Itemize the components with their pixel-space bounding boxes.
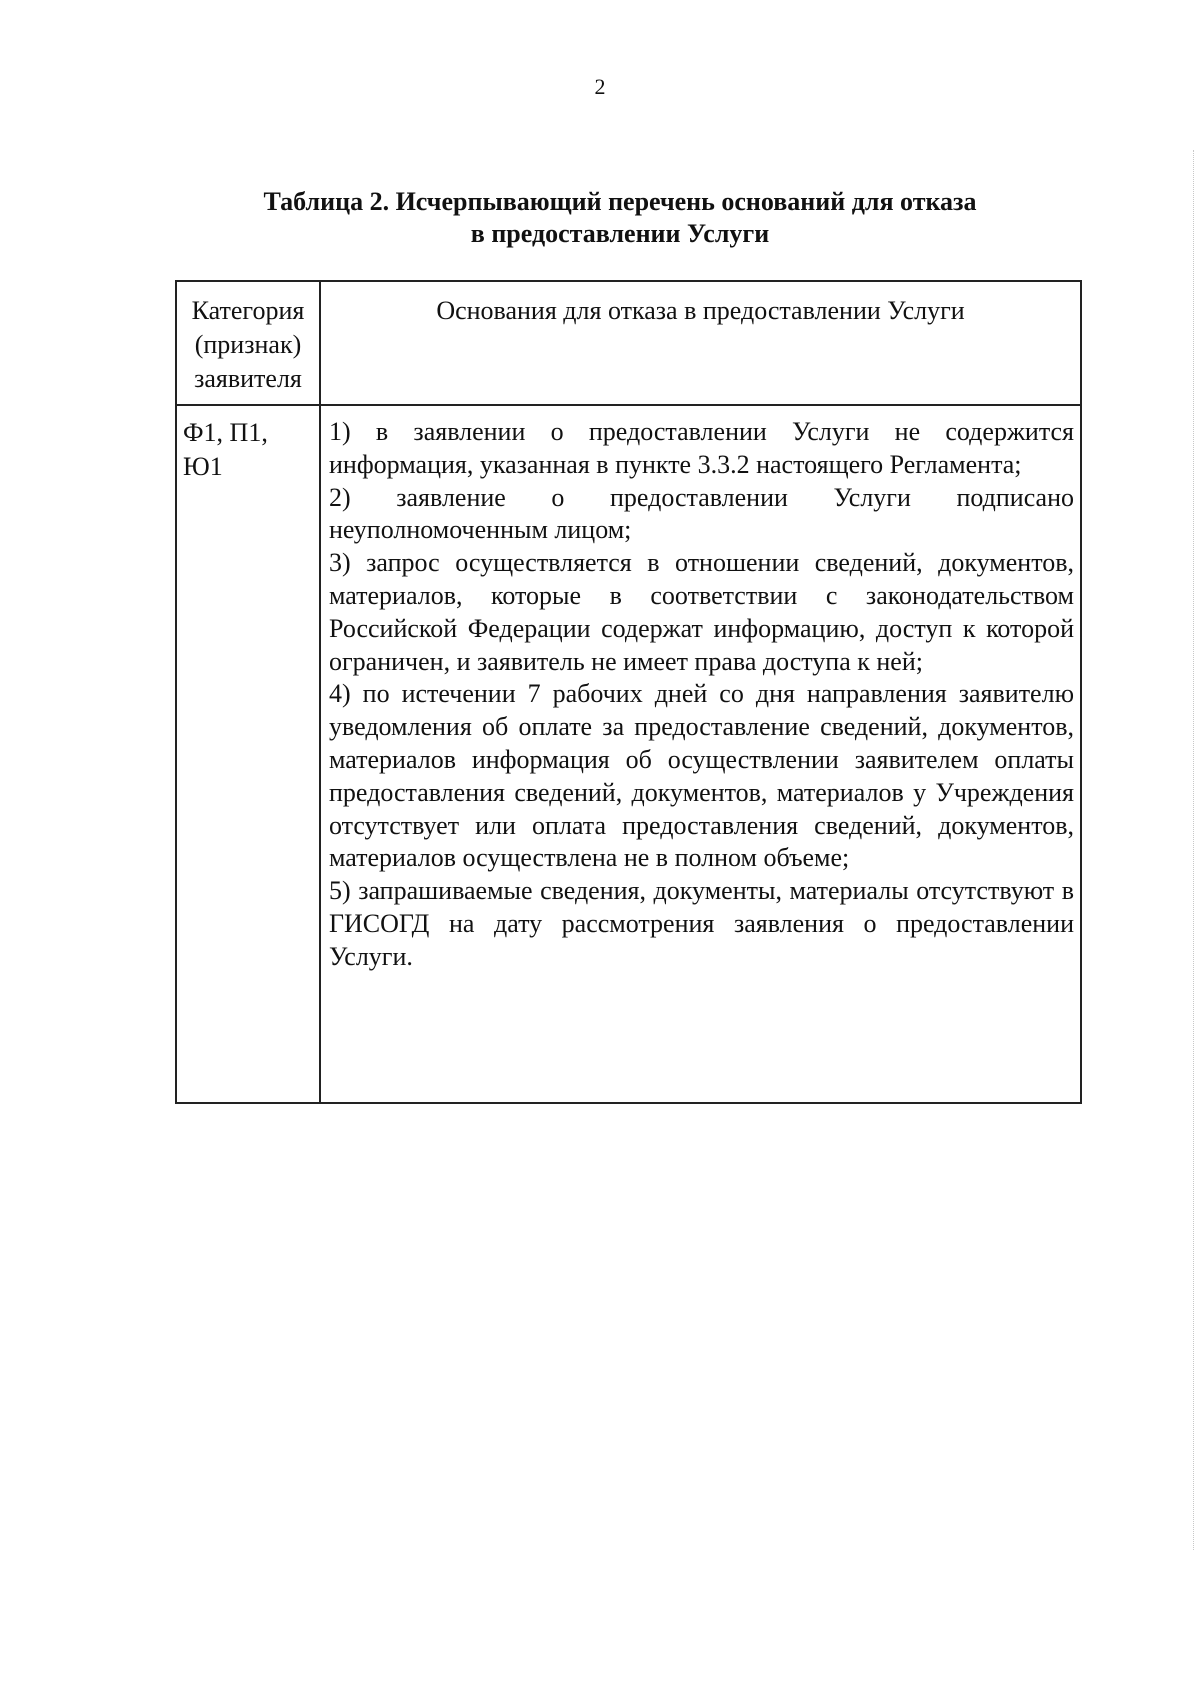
table-title [200,186,1040,250]
table-title-line-1: Таблица 2. Исчерпывающий перечень оснований для отказа [263,187,977,216]
refusal-reason-item: 3) запрос осуществляется в отношении сведений, документов, материалов, которые в соответствии с законодательством Российской Федерации содержат информацию, доступ к которой ограничен, и заявитель не имеет права доступа к ней; [329,548,1074,676]
refusal-grounds-table [175,280,1082,1104]
applicant-category-cell [176,405,320,1103]
header-category-cell [176,281,320,405]
header-category-line: (признак) [194,330,302,359]
refusal-reasons-cell [320,405,1081,1103]
scan-edge-line [1192,150,1194,1550]
refusal-reason-item: 4) по истечении 7 рабочих дней со дня направления заявителю уведомления об оплате за предоставление сведений, документов, материалов информация об осуществлении заявителем оплаты предоставления сведений, документов, материалов у Учреждения отсутствует или оплата предоставления сведений, документов, материалов осуществлена не в полном объеме; [329,679,1074,873]
header-category-line: заявителя [194,364,302,393]
page-number: 2 [594,74,606,99]
applicant-category-line: Ф1, П1, [183,418,268,447]
table-row [176,405,1081,1103]
table-header-row [176,281,1081,405]
header-reasons-label: Основания для отказа в предоставлении Услуги [436,296,965,325]
refusal-reason-item: 5) запрашиваемые сведения, документы, материалы отсутствуют в ГИСОГД на дату рассмотрения заявления о предоставлении Услуги. [329,876,1074,971]
applicant-category-line: Ю1 [183,452,223,481]
header-reasons-cell [320,281,1081,405]
table-title-line-2: в предоставлении Услуги [470,219,770,248]
refusal-reason-item: 1) в заявлении о предоставлении Услуги не содержится информация, указанная в пункте 3.3.2 настоящего Регламента; [329,417,1074,479]
refusal-reason-item: 2) заявление о предоставлении Услуги подписано неуполномоченным лицом; [329,482,1074,545]
header-category-line: Категория [191,296,305,325]
